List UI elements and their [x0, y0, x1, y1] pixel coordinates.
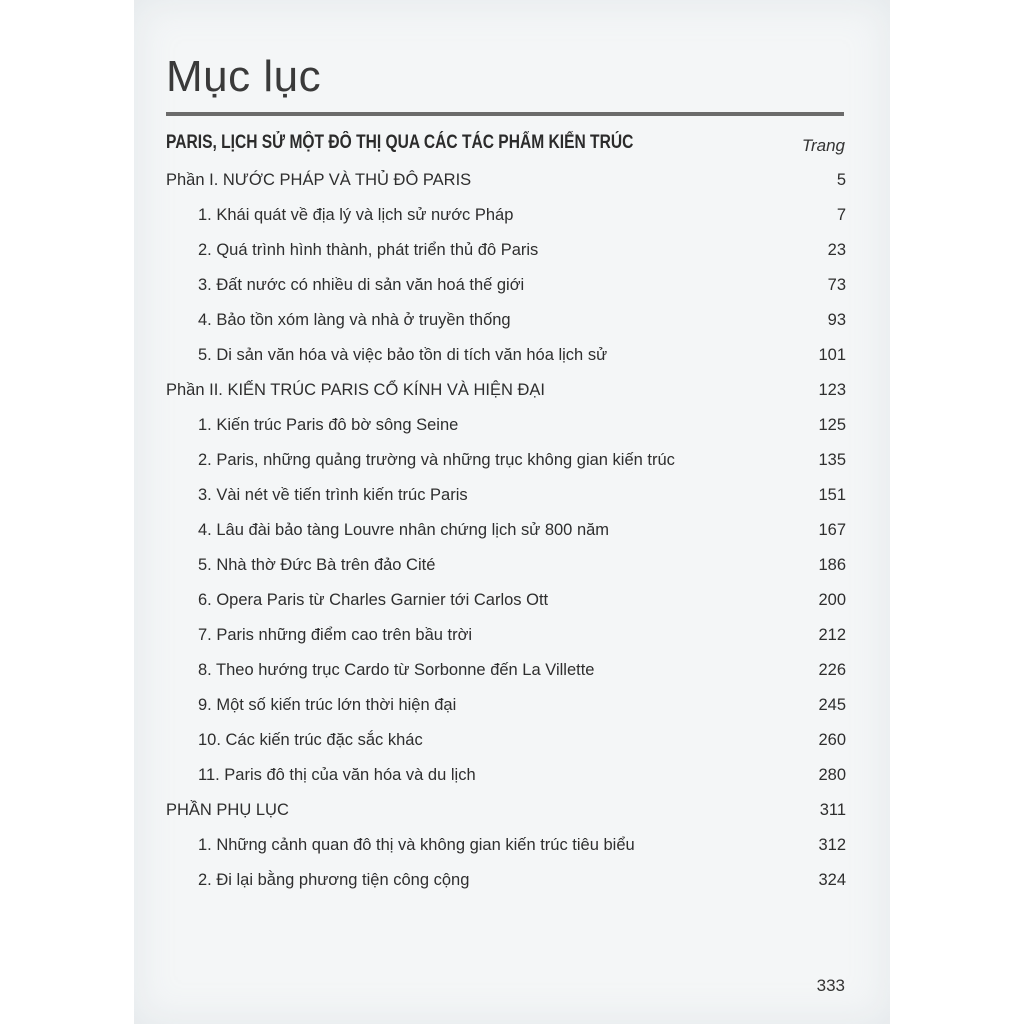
- toc-entry-label: 2. Quá trình hình thành, phát triển thủ đô Paris: [198, 241, 539, 259]
- toc-entry-label: 4. Bảo tồn xóm làng và nhà ở truyền thống: [198, 311, 511, 329]
- toc-entry-page: 135: [818, 451, 846, 469]
- toc-entry: [198, 416, 846, 442]
- toc-entry: [198, 836, 846, 862]
- toc-entry-page: 324: [818, 871, 846, 889]
- toc-entry-page: 123: [818, 381, 846, 399]
- toc-entry-label: 1. Khái quát về địa lý và lịch sử nước Pháp: [198, 206, 514, 224]
- toc-entry-page: 73: [827, 276, 846, 294]
- toc-entry-page: 101: [818, 346, 846, 364]
- toc-entry-label: 2. Paris, những quảng trường và những trục không gian kiến trúc: [198, 451, 675, 469]
- toc-entry-label: PHẦN PHỤ LỤC: [166, 801, 289, 819]
- toc-entry-label: 1. Những cảnh quan đô thị và không gian kiến trúc tiêu biểu: [198, 836, 635, 854]
- toc-entry-label: 2. Đi lại bằng phương tiện công cộng: [198, 871, 470, 889]
- toc-entry-label: Phần I. NƯỚC PHÁP VÀ THỦ ĐÔ PARIS: [166, 171, 472, 189]
- toc-entry: [198, 486, 846, 512]
- toc-entry-page: 186: [818, 556, 846, 574]
- toc-entry: [198, 206, 846, 232]
- toc-entry: [198, 346, 846, 372]
- page-column-label: Trang: [801, 136, 845, 155]
- toc-entry-page: 200: [818, 591, 846, 609]
- toc-entry: [198, 521, 846, 547]
- toc-entry-label: 6. Opera Paris từ Charles Garnier tới Carlos Ott: [198, 591, 549, 609]
- toc-entry: [198, 451, 846, 477]
- toc-section: [166, 171, 846, 197]
- toc-entry-label: 3. Vài nét về tiến trình kiến trúc Paris: [198, 486, 468, 504]
- toc-entry-page: 7: [836, 206, 846, 224]
- toc-entry-label: 7. Paris những điểm cao trên bầu trời: [198, 626, 473, 644]
- toc-entry: [198, 556, 846, 582]
- toc-entry: [198, 731, 846, 757]
- heading-rule: [166, 112, 844, 116]
- toc-entry-page: 280: [818, 766, 846, 784]
- toc-entry-page: 167: [818, 521, 846, 539]
- page-number: 333: [816, 976, 845, 995]
- toc-entry-page: 312: [818, 836, 846, 854]
- toc-entry-label: 4. Lâu đài bảo tàng Louvre nhân chứng lịch sử 800 năm: [198, 521, 610, 539]
- toc-entry-page: 311: [819, 801, 846, 819]
- toc-entry: [198, 766, 846, 792]
- toc-entry-label: Phần II. KIẾN TRÚC PARIS CỔ KÍNH VÀ HIỆN ĐẠI: [166, 381, 545, 399]
- toc-entry-label: 10. Các kiến trúc đặc sắc khác: [198, 731, 423, 749]
- toc-entry-label: 1. Kiến trúc Paris đô bờ sông Seine: [198, 416, 459, 434]
- toc-entry-page: 151: [818, 486, 846, 504]
- toc-entry: [198, 591, 846, 617]
- toc-entry-label: 3. Đất nước có nhiều di sản văn hoá thế giới: [198, 276, 525, 294]
- toc-entry: [198, 241, 846, 267]
- toc-entry: [198, 696, 846, 722]
- toc-entry-page: 23: [827, 241, 846, 259]
- toc-entry-label: 8. Theo hướng trục Cardo từ Sorbonne đến La Villette: [198, 661, 595, 679]
- book-title: PARIS, LỊCH SỬ MỘT ĐÔ THỊ QUA CÁC TÁC PHẨM KIẾN TRÚC: [166, 132, 634, 153]
- toc-entry: [198, 626, 846, 652]
- toc-entry: [198, 661, 846, 687]
- toc-entry: [198, 311, 846, 337]
- toc-entry-page: 5: [836, 171, 846, 189]
- toc-entry-label: 11. Paris đô thị của văn hóa và du lịch: [198, 766, 476, 784]
- toc-entry-page: 245: [818, 696, 846, 714]
- page-heading: Mục lục: [166, 52, 322, 101]
- toc-entry: [198, 871, 846, 897]
- toc-entry-label: 5. Nhà thờ Đức Bà trên đảo Cité: [198, 556, 436, 574]
- toc-section: [166, 801, 846, 827]
- toc-entry-page: 125: [818, 416, 846, 434]
- toc-entry-label: 5. Di sản văn hóa và việc bảo tồn di tích văn hóa lịch sử: [198, 346, 608, 364]
- toc-entry-page: 212: [818, 626, 846, 644]
- toc-entry-label: 9. Một số kiến trúc lớn thời hiện đại: [198, 696, 457, 714]
- toc-section: [166, 381, 846, 407]
- toc-entry-page: 226: [818, 661, 846, 679]
- toc-entry-page: 93: [827, 311, 846, 329]
- toc-entry: [198, 276, 846, 302]
- toc-entry-page: 260: [818, 731, 846, 749]
